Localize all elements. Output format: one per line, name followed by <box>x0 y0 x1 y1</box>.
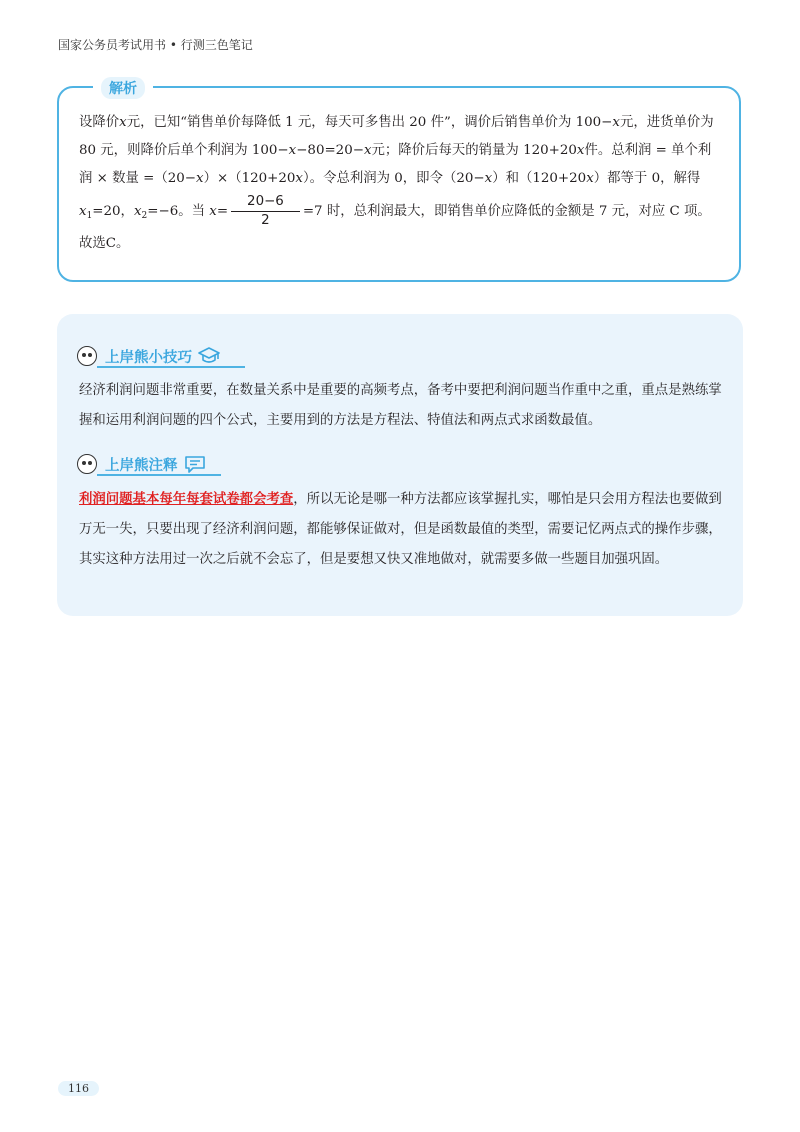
text-run: 件。总利润 = 单个利润 × 数量 =（20− <box>79 143 712 186</box>
variable-x: x <box>196 171 204 186</box>
text-run: ）都等于 0，解得 <box>593 171 701 186</box>
subscript: 1 <box>86 211 93 221</box>
heading-underline <box>97 366 245 368</box>
tips-panel <box>57 314 743 616</box>
variable-x: x <box>363 143 372 158</box>
equals-sign: = <box>216 204 229 219</box>
text-run: =−6。当 <box>147 204 210 219</box>
skill-heading-label: 上岸熊小技巧 <box>105 349 192 366</box>
subscript: 2 <box>141 211 148 221</box>
highlighted-emphasis: 利润问题基本每年每套试卷都会考查 <box>79 491 294 507</box>
heading-underline <box>97 474 221 476</box>
skill-paragraph: 经济利润问题非常重要，在数量关系中是重要的高频考点，备考中要把利润问题当作重中之重，重点是熟练掌握和运用利润问题的四个公式，主要用到的方法是方程法、特值法和两点式求函数最值。 <box>79 383 722 428</box>
text-run: ）×（120+20 <box>203 171 296 186</box>
bear-mascot-icon <box>77 454 97 474</box>
running-head: 国家公务员考试用书 • 行测三色笔记 <box>58 38 253 52</box>
fraction <box>231 193 300 230</box>
text-run: 元，进货单价为 80 元，则降价后单个利润为 100− <box>79 115 714 158</box>
text-run: =20， <box>92 204 134 219</box>
note-heading <box>77 450 247 478</box>
variable-x: x <box>288 143 297 158</box>
note-text <box>79 484 723 575</box>
variable-x: x <box>576 143 585 158</box>
analysis-box <box>57 81 741 282</box>
variable-x: x <box>209 204 217 219</box>
skill-heading <box>77 342 247 370</box>
note-paragraph <box>79 484 723 575</box>
variable-x2: x <box>133 204 142 219</box>
text-run: 元，已知“销售单价每降低 1 元，每天可多售出 20 件”，调价后销售单价为 100− <box>126 115 613 130</box>
variable-x1: x <box>79 204 87 219</box>
fraction-numerator: 20−6 <box>231 193 300 212</box>
skill-text <box>79 376 723 436</box>
note-heading-label: 上岸熊注释 <box>105 457 178 474</box>
variable-x: x <box>586 171 594 186</box>
speech-bubble-icon <box>184 455 206 473</box>
analysis-tag <box>93 77 153 99</box>
text-run: ）和（120+20 <box>492 171 587 186</box>
text-run: 设降价 <box>79 115 120 130</box>
text-run: 元；降价后每天的销量为 120+20 <box>371 143 577 158</box>
variable-x: x <box>295 171 303 186</box>
text-run: =7 时，总利润最大，即销售单价应降低的金额是 7 元，对应 C 项。 <box>302 204 711 219</box>
variable-x: x <box>119 115 127 130</box>
analysis-tag-label: 解析 <box>101 77 145 99</box>
analysis-body <box>79 109 723 258</box>
text-run: −80=20− <box>296 143 364 158</box>
graduation-cap-icon <box>198 347 220 365</box>
variable-x: x <box>484 171 493 186</box>
note-body: ，所以无论是哪一种方法都应该掌握扎实，哪怕是只会用方程法也要做到万无一失，只要出现了经济利润问题，都能够保证做对，但是函数最值的类型，需要记忆两点式的操作步骤，其实这种方法用过一次之后就不会忘了，但是要想又快又准地做对，就需要多做一些题目加强巩固。 <box>79 492 722 567</box>
text-run: ）。令总利润为 0，即令（20− <box>302 171 485 186</box>
fraction-denominator: 2 <box>261 213 270 228</box>
analysis-paragraph <box>79 109 723 230</box>
page-number: 116 <box>58 1081 99 1096</box>
variable-x: x <box>612 115 620 130</box>
bear-mascot-icon <box>77 346 97 366</box>
conclusion: 故选C。 <box>79 236 130 251</box>
